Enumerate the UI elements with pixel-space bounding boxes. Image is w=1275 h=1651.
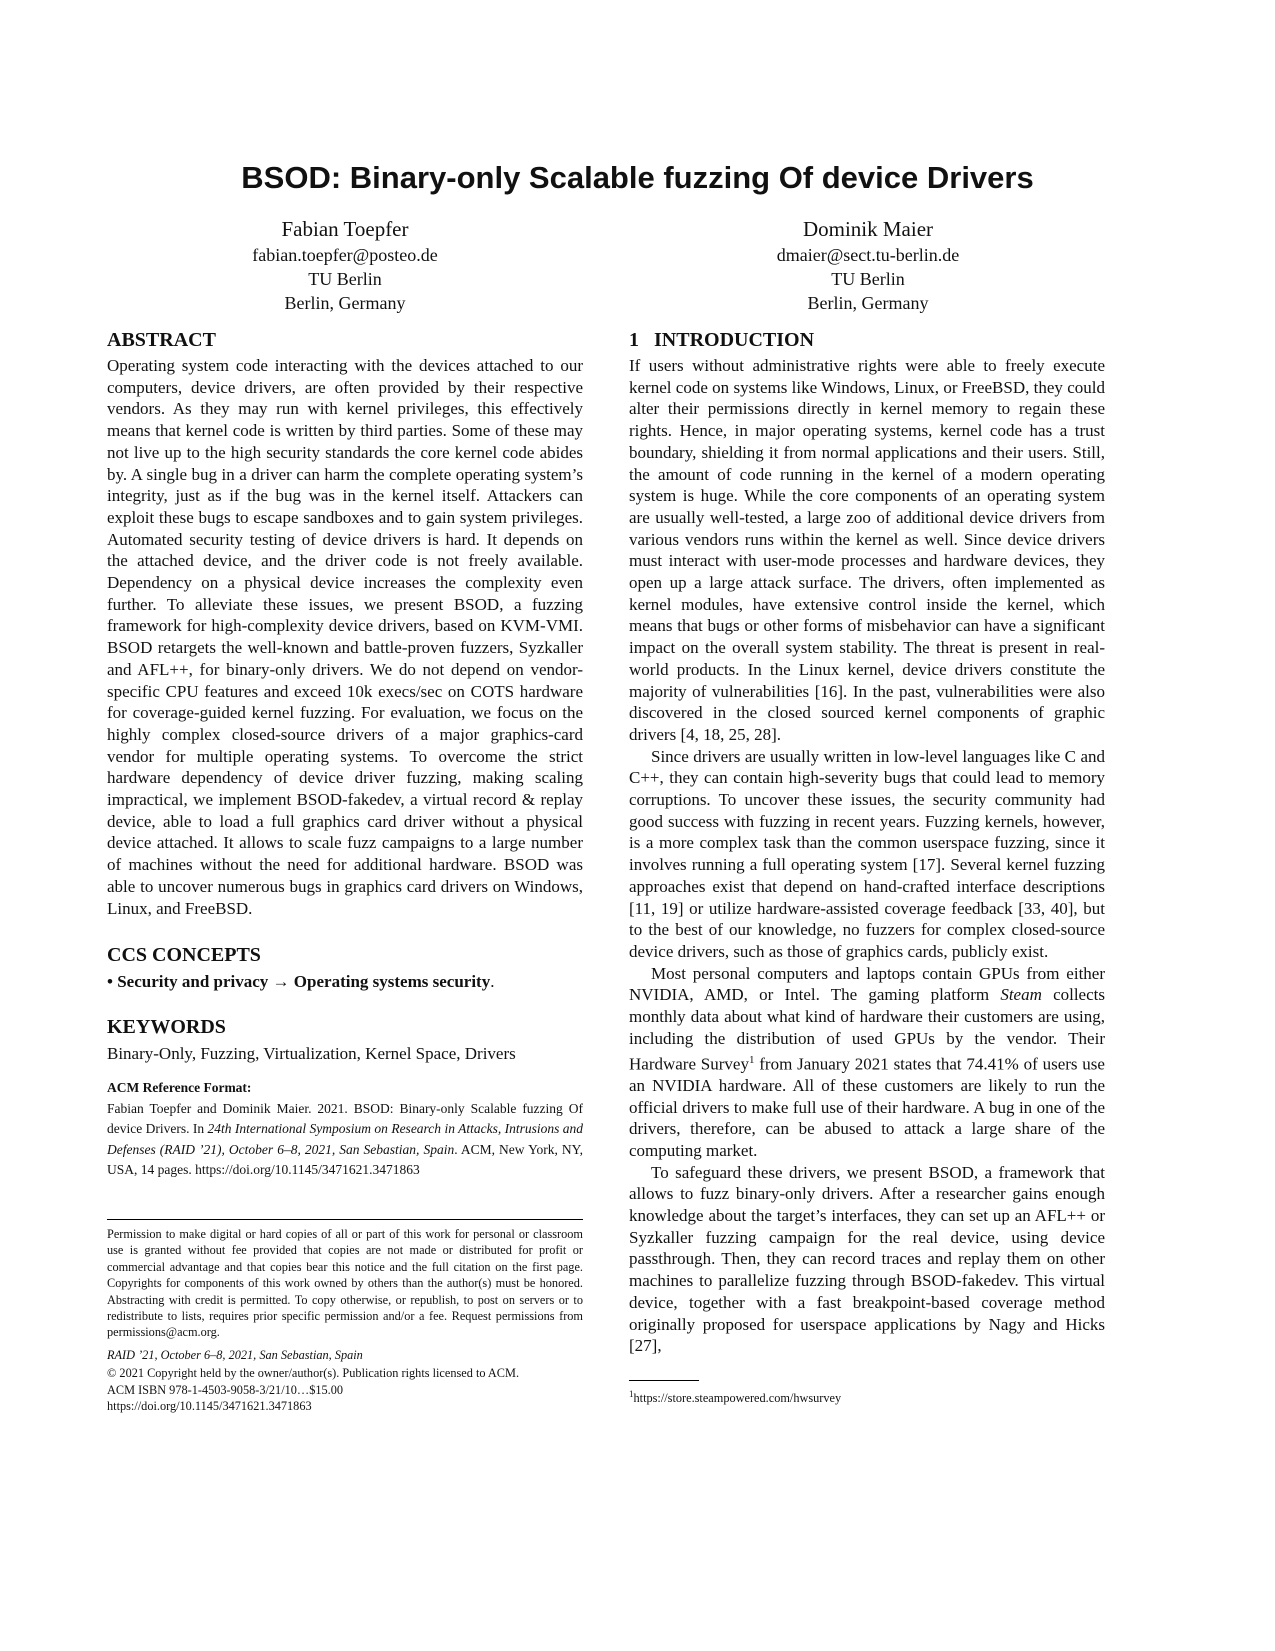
footnote-rule: [629, 1380, 699, 1381]
ccs-heading: CCS CONCEPTS: [107, 944, 261, 966]
footnote-number: 1: [629, 1389, 634, 1399]
permission-block: [107, 1219, 583, 1414]
author-location: Berlin, Germany: [807, 293, 929, 313]
keywords-heading: KEYWORDS: [107, 1016, 226, 1038]
paper-title: BSOD: Binary-only Scalable fuzzing Of device Drivers: [241, 160, 1034, 195]
author-email: dmaier@sect.tu-berlin.de: [776, 245, 960, 265]
acm-reference: [107, 1078, 583, 1181]
author-block-2: [628, 215, 1108, 315]
introduction-heading: 1 INTRODUCTION: [629, 329, 815, 351]
keywords-section: [107, 1014, 583, 1065]
ccs-section: [107, 942, 583, 993]
ccs-suffix: .: [490, 972, 495, 991]
permission-text: Permission to make digital or hard copies of all or part of this work for personal or classroom use is granted without fee provided that copies are not made or distributed for profit or commercial advantage and that copies bear this notice and the full citation on the first page. Copyrights for components of this work owned by others than the author(s) must be honored. Abstracting with credit is permitted. To copy otherwise, or republish, to post on servers or to redistribute to lists, requires prior specific permission and/or a fee. Request permissions from permissions@acm.org.: [107, 1227, 583, 1340]
reference-heading: ACM Reference Format:: [107, 1080, 252, 1095]
intro-paragraph: To safeguard these drivers, we present BSOD, a framework that allows to fuzz binary-only drivers. After a researcher gains enough knowledge about the target’s interfaces, they can set up an AFL++ or Syzkaller fuzzing campaign for the real device, using device passthrough. Then, they can record traces and replay them on other machines to parallelize fuzzing through BSOD-fakedev. This virtual device, together with a fast breakpoint-based coverage method originally proposed for userspace applications by Nagy and Hicks [27],: [629, 1162, 1105, 1356]
author-email: fabian.toepfer@posteo.de: [252, 245, 438, 265]
author-name: Fabian Toepfer: [281, 217, 409, 241]
author-affiliation: TU Berlin: [831, 269, 905, 289]
copyright-line: © 2021 Copyright held by the owner/author(s). Publication rights licensed to ACM.: [107, 1366, 520, 1381]
author-block-1: [105, 215, 585, 315]
ccs-concept: • Security and privacy → Operating systems security: [107, 972, 491, 991]
reference-text: Fabian Toepfer and Dominik Maier. 2021. BSOD: Binary-only Scalable fuzzing Of device Drivers. In: [107, 1100, 583, 1136]
intro-paragraph: Since drivers are usually written in low-level languages like C and C++, they can contain high-severity bugs that could lead to memory corruptions. To uncover these issues, the security community had good success with fuzzing in recent years. Fuzzing kernels, however, is a more complex task than the common userspace fuzzing, since it involves running a full operating system [17]. Several kernel fuzzing approaches exist that depend on hand-crafted interface descriptions [11, 19] or utilize hardware-assisted coverage feedback [33, 40], but to the best of our knowledge, no fuzzers for complex closed-source device drivers, such as those of graphics cards, publicly exist.: [629, 746, 1105, 961]
isbn-line: ACM ISBN 978-1-4503-9058-3/21/10…$15.00: [107, 1382, 344, 1397]
doi-line: https://doi.org/10.1145/3471621.3471863: [107, 1399, 312, 1414]
footnote: [629, 1386, 1105, 1407]
author-name: Dominik Maier: [802, 217, 934, 241]
abstract-text: Operating system code interacting with the devices attached to our computers, device drivers, are often provided by their respective vendors. As they may run with kernel privileges, this effectively means that kernel code is written by third parties. Some of these may not live up to the high security standards the core kernel code abides by. A single bug in a driver can harm the complete operating system’s integrity, just as if the bug was in the kernel itself. Attackers can exploit these bugs to escape sandboxes and to gain system privileges. Automated security testing of device drivers is hard. It depends on the attached device, and the driver code is not freely available. Dependency on a physical device increases the complexity even further. To alleviate these issues, we present BSOD, a fuzzing framework for high-complexity device drivers, based on KVM-VMI. BSOD retargets the well-known and battle-proven fuzzers, Syzkaller and AFL++, for binary-only drivers. We do not depend on vendor-specific CPU features and exceed 10k execs/sec on COTS hardware for coverage-guided kernel fuzzing. For evaluation, we focus on the highly complex closed-source drivers of a major graphics-card vendor for multiple operating systems. To overcome the strict hardware dependency of device driver fuzzing, making scaling impractical, we implement BSOD-fakedev, a virtual record & replay device, able to load a full graphics card driver without a physical device attached. It allows to scale fuzz campaigns to a large number of machines without the need for additional hardware. BSOD was able to uncover numerous bugs in graphics card drivers on Windows, Linux, and FreeBSD.: [107, 356, 583, 918]
abstract-section: [107, 327, 583, 919]
reference-venue: 24th International Symposium on Research in Attacks, Intrusions and Defenses (RAID ’21), October 6–8, 2021, San Sebastian, Spain: [107, 1121, 583, 1157]
reference-doi: . ACM, New York, NY, USA, 14 pages. https://doi.org/10.1145/3471621.3471863: [107, 1141, 584, 1177]
footnote-url[interactable]: https://store.steampowered.com/hwsurvey: [633, 1391, 842, 1406]
conference-line: RAID ’21, October 6–8, 2021, San Sebastian, Spain: [107, 1347, 363, 1362]
keywords-text: Binary-Only, Fuzzing, Virtualization, Kernel Space, Drivers: [107, 1044, 516, 1063]
introduction-section: [629, 327, 1105, 1357]
footnote-mark[interactable]: 1: [748, 1053, 755, 1066]
author-location: Berlin, Germany: [284, 293, 406, 313]
intro-paragraph: Most personal computers and laptops contain GPUs from either NVIDIA, AMD, or Intel. The gaming platform Steam collects monthly data about what kind of hardware their customers are using, including the distribution of used GPUs by the vendor. Their Hardware Survey$^1$ from January 2021 states that 74.41% of users use an NVIDIA hardware. All of these customers are likely to run the official drivers to make full use of their hardware. A bug in one of the drivers, therefore, can be abused to attack a large share of the computing market.: [629, 963, 1105, 1160]
author-affiliation: TU Berlin: [308, 269, 382, 289]
abstract-heading: ABSTRACT: [107, 329, 216, 351]
intro-paragraph: If users without administrative rights were able to freely execute kernel code on systems like Windows, Linux, or FreeBSD, they could alter their permissions directly in kernel memory to regain these rights. Hence, in major operating systems, kernel code has a trust boundary, shielding it from normal applications and their users. Still, the amount of code running in the kernel of a modern operating system is huge. While the core components of an operating system are usually well-tested, a large zoo of additional device drivers from various vendors runs within the kernel as well. Since device drivers must interact with user-mode processes and hardware devices, they open up a large attack surface. The drivers, often implemented as kernel modules, have extensive control inside the kernel, which means that bugs or other forms of misbehavior can have a significant impact on the overall system stability. The threat is present in real-world products. In the Linux kernel, device drivers constitute the majority of vulnerabilities [16]. In the past, vulnerabilities were also discovered in the closed sourced kernel components of graphic drivers [4, 18, 25, 28].: [629, 356, 1105, 744]
